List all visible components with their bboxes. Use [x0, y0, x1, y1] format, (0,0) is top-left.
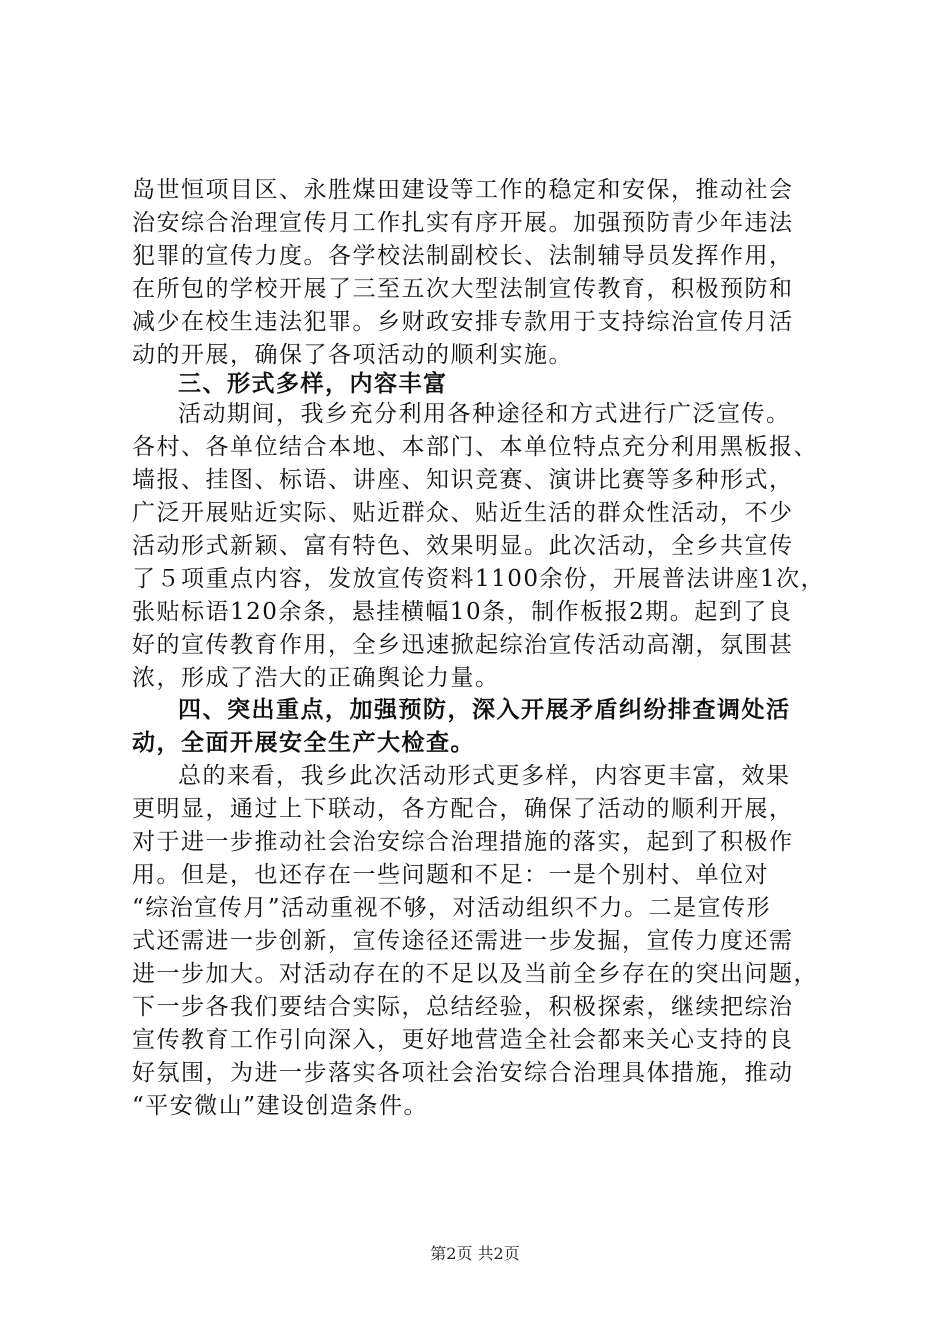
paragraph-line: 宣传教育工作引向深入，更好地营造全社会都来关心支持的良 — [132, 1027, 794, 1053]
paragraph-line: 活动形式新颖、富有特色、效果明显。此次活动，全乡共宣传 — [132, 533, 794, 559]
paragraph-line: 动的开展，确保了各项活动的顺利实施。 — [132, 342, 573, 368]
paragraph-line: “综治宣传月”活动重视不够，对活动组织不力。二是宣传形 — [132, 895, 772, 921]
page-footer: 第2页 共2页 — [430, 1244, 520, 1263]
paragraph-line: 好氛围，为进一步落实各项社会治安综合治理具体措施，推动 — [132, 1060, 794, 1086]
paragraph-line: 活动期间，我乡充分利用各种途径和方式进行广泛宣传。 — [178, 401, 791, 427]
paragraph-line: 岛世恒项目区、永胜煤田建设等工作的稳定和安保，推动社会 — [132, 177, 794, 203]
paragraph-line: 好的宣传教育作用，全乡迅速掀起综治宣传活动高潮，氛围甚 — [132, 632, 794, 658]
paragraph-line: 在所包的学校开展了三至五次大型法制宣传教育，积极预防和 — [132, 276, 794, 302]
section-heading-4-cont: 动，全面开展安全生产大检查。 — [132, 729, 475, 756]
section-heading-3: 三、形式多样，内容丰富 — [178, 370, 448, 397]
paragraph-line: 墙报、挂图、标语、讲座、知识竞赛、演讲比赛等多种形式， — [132, 467, 794, 493]
paragraph-line: 下一步各我们要结合实际，总结经验，积极探索，继续把综治 — [132, 994, 794, 1020]
paragraph-line: 治安综合治理宣传月工作扎实有序开展。加强预防青少年违法 — [132, 210, 794, 236]
paragraph-line: 进一步加大。对活动存在的不足以及当前全乡存在的突出问题， — [132, 961, 818, 987]
paragraph-line: 浓，形成了浩大的正确舆论力量。 — [132, 665, 500, 691]
paragraph-line: 减少在校生违法犯罪。乡财政安排专款用于支持综治宣传月活 — [132, 309, 794, 335]
paragraph-line: 总的来看，我乡此次活动形式更多样，内容更丰富，效果 — [178, 763, 791, 789]
section-heading-4: 四、突出重点，加强预防，深入开展矛盾纠纷排查调处活 — [178, 696, 791, 723]
paragraph-line: 用。但是，也还存在一些问题和不足：一是个别村、单位对 — [132, 862, 769, 888]
paragraph-line: 对于进一步推动社会治安综合治理措施的落实，起到了积极作 — [132, 829, 794, 855]
paragraph-line: “平安微山”建设创造条件。 — [132, 1093, 429, 1119]
paragraph-line: 更明显，通过上下联动，各方配合，确保了活动的顺利开展， — [132, 796, 794, 822]
paragraph-line: 式还需进一步创新，宣传途径还需进一步发掘，宣传力度还需 — [132, 928, 794, 954]
paragraph-line: 广泛开展贴近实际、贴近群众、贴近生活的群众性活动，不少 — [132, 500, 794, 526]
paragraph-line: 各村、各单位结合本地、本部门、本单位特点充分利用黑板报、 — [132, 434, 818, 460]
paragraph-line: 犯罪的宣传力度。各学校法制副校长、法制辅导员发挥作用， — [132, 243, 794, 269]
paragraph-line: 张贴标语120余条，悬挂横幅10条，制作板报2期。起到了良 — [132, 599, 793, 625]
paragraph-line: 了５项重点内容，发放宣传资料1100余份，开展普法讲座1次， — [132, 566, 826, 592]
